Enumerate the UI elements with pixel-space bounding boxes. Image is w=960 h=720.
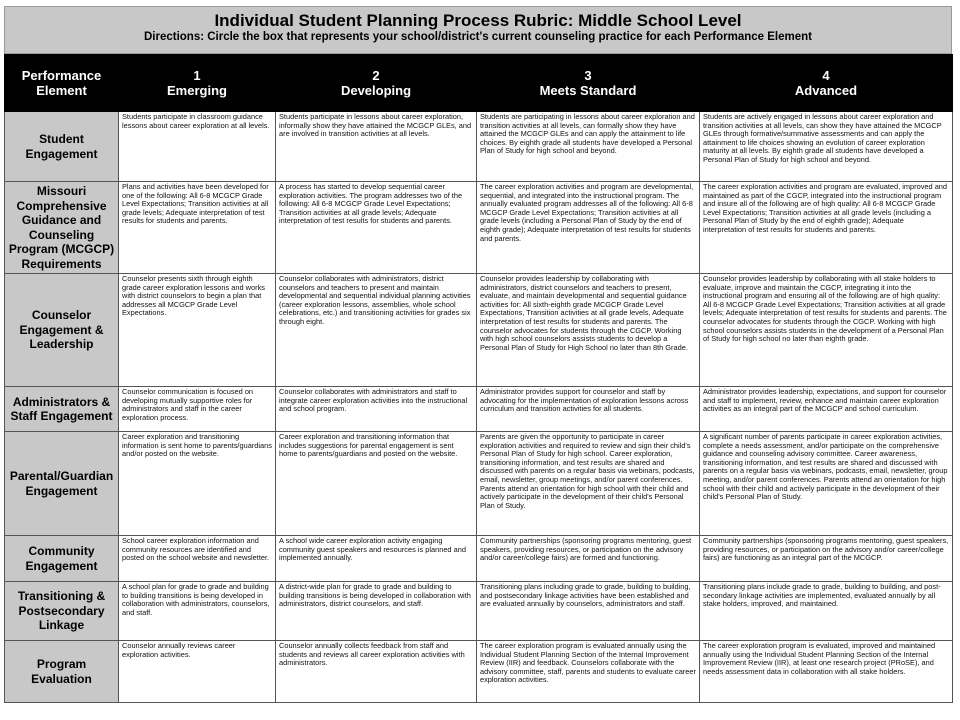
level-number: 3 — [584, 68, 592, 83]
rubric-cell[interactable]: A school wide career exploration activity engaging community guest speakers and resources is planned and implemented annually. — [276, 536, 477, 582]
level-number: 1 — [193, 68, 201, 83]
row-program-evaluation — [5, 641, 953, 703]
level-label: Emerging — [167, 83, 227, 98]
rubric-cell[interactable]: Administrator provides leadership, expectations, and support for counselor and staff to implement, review, enhance and maintain career exploration activities as an integral part of the MCGCP and school curriculum. — [700, 387, 953, 432]
rubric-cell[interactable]: Students participate in lessons about career exploration, informally show they have attained the MCGCP GLEs, and are involved in transition activities at all levels. — [276, 112, 477, 182]
element-label: Program Evaluation — [5, 641, 119, 703]
rubric-cell[interactable]: A district-wide plan for grade to grade and building to building transitions is being developed in collaboration with administrators, district counselors, and staff. — [276, 582, 477, 641]
rubric-cell[interactable]: Students participate in classroom guidance lessons about career exploration at all levels. — [119, 112, 276, 182]
rubric-cell[interactable]: A significant number of parents participate in career exploration activities, complete a needs assessment, and/or participate on the comprehensive guidance and counseling advisory committee. Career awareness, transitioning information, and test results are shared and discussed with parents on a regular basis via webinars, podcasts, email, newsletter, group meeting, and/or parent conferences. Parents attend an orientation for high school with their child and actively participate in the development of their child's Personal Plan of Study. — [700, 432, 953, 536]
element-label: Parental/Guardian Engagement — [5, 432, 119, 536]
element-label: Missouri Comprehensive Guidance and Counseling Program (MCGCP) Requirements — [5, 182, 119, 274]
rubric-cell[interactable]: Plans and activities have been developed for one of the following: All 6-8 MCGCP Grade Level Expectations; Transition activities at all grade levels; Adequate interpretation of test results for students and parents. — [119, 182, 276, 274]
rubric-cell[interactable]: Counselor communication is focused on developing mutually supportive roles for administrators and staff in the career exploration process. — [119, 387, 276, 432]
rubric-cell[interactable]: The career exploration program is evaluated annually using the Individual Student Planning Section of the Internal Improvement Review (IIR) and feedback. Counselors collaborate with the advisory committee, staff, parents and students to evaluate career exploration activities. — [477, 641, 700, 703]
rubric-cell[interactable]: A process has started to develop sequential career exploration activities. The program addresses two of the following: All 6-8 MCGCP Grade Level Expectations; Transition activities at all grade levels; Adequate interpretation of test results for students and parents. — [276, 182, 477, 274]
header-level-emerging — [119, 55, 276, 112]
directions-text: Directions: Circle the box that represents your school/district's current counseling practice for each Performance Element — [143, 31, 812, 43]
rubric-cell[interactable]: Counselor annually reviews career exploration activities. — [119, 641, 276, 703]
title-bar — [4, 6, 952, 54]
level-label: Advanced — [794, 83, 858, 98]
row-transitioning-linkage — [5, 582, 953, 641]
rubric-cell[interactable]: Students are actively engaged in lessons about career exploration and transition activities at all levels, can show they have attained the MCGCP GLEs through formative/summative assessments and can apply the attainment to life choices showing an evolution of career exploration maturity at all levels. By eighth grade all students have developed a Personal Plan of Study for high school and beyond. — [700, 112, 953, 182]
rubric-cell[interactable]: Transitioning plans include grade to grade, building to building, and post-secondary linkage activities are implemented, evaluated annually by all stake holders, improved, and maintained. — [700, 582, 953, 641]
rubric-cell[interactable]: Career exploration and transitioning information that includes suggestions for parental engagement is sent home to parents/guardians and posted on the website. — [276, 432, 477, 536]
rubric-cell[interactable]: School career exploration information and community resources are identified and posted on the school website and newsletter. — [119, 536, 276, 582]
level-number: 4 — [822, 68, 830, 83]
rubric-cell[interactable]: The career exploration activities and program are evaluated, improved and maintained as part of the CGCP, integrated into the instructional program and insure all of the following are of high quality: All 6-8 MCGCP Grade Level Expectations; Transition activities at all grade levels (including a Personal Plan of Study by the end of eighth grade); Adequate interpretation of test results for students and parents. — [700, 182, 953, 274]
element-label: Counselor Engagement & Leadership — [5, 274, 119, 387]
rubric-cell[interactable]: Career exploration and transitioning information is sent home to parents/guardians and/or posted on the website. — [119, 432, 276, 536]
element-label: Student Engagement — [5, 112, 119, 182]
rubric-cell[interactable]: Students are participating in lessons about career exploration and transition activities at all levels, can formally show they have attained the MCGCP GLEs and can apply the attainment to life choices. By eighth grade all students have developed a Personal Plan of Study for high school and beyond. — [477, 112, 700, 182]
rubric-cell[interactable]: Counselor provides leadership by collaborating with all stake holders to evaluate, improve and maintain the CGCP, integrating it into the instructional program and ensuring all of the following are of high quality: All 6-8 MCGCP Grade Level Expectations; Transition activities at all grade levels; Adequate interpretation of test results for students and parents. The counselor advocates for students through the CGCP. Working with high school counselors assists students in the development of a Personal Plan of Study for high school no later than eighth grade. — [700, 274, 953, 387]
rubric-table — [4, 54, 953, 703]
rubric-cell[interactable]: Counselor collaborates with administrators, district counselors and teachers to present and maintain developmental and sequential individual planning activities (career exploration lessons, assemblies, whole school celebrations, etc.) and transitioning activities for grades six through eight. — [276, 274, 477, 387]
rubric-cell[interactable]: Parents are given the opportunity to participate in career exploration activities and required to review and sign their child's Personal Plan of Study for high school. Career exploration, transitioning information, and test results are shared and discussed with parents on a regular basis via webinars, podcasts, email, newsletter, group meetings, and/or parent conferences. Parents attend an orientation for high school with their child and actively participate in the development of their child's Personal Plan of Study. — [477, 432, 700, 536]
row-student-engagement — [5, 112, 953, 182]
rubric-cell[interactable]: Community partnerships (sponsoring programs mentoring, guest speakers, providing resources, or participation on the advisory and/or career/college fairs) are formed and functioning. — [477, 536, 700, 582]
rubric-cell[interactable]: Community partnerships (sponsoring programs mentoring, guest speakers, providing resources, or participation on the advisory and/or career/college fairs) are functioning as an integral part of the MCGCP. — [700, 536, 953, 582]
level-label: Meets Standard — [539, 83, 637, 98]
rubric-cell[interactable]: Transitioning plans including grade to grade, building to building, and postsecondary linkage activities have been established and are evaluated annually by counselors, administrators and staff. — [477, 582, 700, 641]
element-label: Community Engagement — [5, 536, 119, 582]
row-parental-guardian — [5, 432, 953, 536]
row-community-engagement — [5, 536, 953, 582]
header-level-developing — [276, 55, 477, 112]
rubric-cell[interactable]: A school plan for grade to grade and building to building transitions is being developed in collaboration with administrators, counselors, and staff. — [119, 582, 276, 641]
rubric-cell[interactable]: Counselor annually collects feedback from staff and students and reviews all career exploration activities with administrators. — [276, 641, 477, 703]
rubric-cell[interactable]: The career exploration activities and program are developmental, sequential, and integrated into the instructional program. The annually evaluated program addresses all of the following: All 6-8 MCGCP Grade Level Expectations; Transition activities at all grade levels (including a Personal Plan of Study by the end of eighth grade); Adequate interpretation of test results for students and parents. — [477, 182, 700, 274]
element-label: Transitioning & Postsecondary Linkage — [5, 582, 119, 641]
rubric-cell[interactable]: Counselor collaborates with administrators and staff to integrate career exploration activities into the instructional and school program. — [276, 387, 477, 432]
element-label: Administrators & Staff Engagement — [5, 387, 119, 432]
rubric-cell[interactable]: Counselor presents sixth through eighth grade career exploration lessons and works with district counselors to begin a plan that addresses all MCGCP Grade Level Expectations. — [119, 274, 276, 387]
page-title: Individual Student Planning Process Rubric: Middle School Level — [214, 11, 742, 30]
row-counselor-engagement — [5, 274, 953, 387]
rubric-cell[interactable]: Administrator provides support for counselor and staff by advocating for the implementation of exploration lessons across curriculum and transition activities for all students. — [477, 387, 700, 432]
row-mcgcp-requirements — [5, 182, 953, 274]
header-performance-element: Performance Element — [5, 55, 119, 112]
rubric-cell[interactable]: The career exploration program is evaluated, improved and maintained annually using the Individual Student Planning Section of the Internal Improvement Review (IIR), at least one research project (PRoSE), and needs assessment data in collaboration with all stake holders. — [700, 641, 953, 703]
level-label: Developing — [340, 83, 412, 98]
row-administrators-staff — [5, 387, 953, 432]
header-level-meets-standard — [477, 55, 700, 112]
rubric-cell[interactable]: Counselor provides leadership by collaborating with administrators, district counselors and teachers to present, evaluate, and maintain developmental and sequential guidance activities for: All sixth-eighth grade MCGCP Grade Level Expectations, Transition activities at all grade levels, Adequate interpretation of test results for students and parents. The counselor advocates for students through the CGCP. Working with high school counselors assists students to develop a Personal Plan of Study for High School no later than 8th Grade. — [477, 274, 700, 387]
header-level-advanced — [700, 55, 953, 112]
header-row — [5, 55, 953, 112]
level-number: 2 — [372, 68, 380, 83]
